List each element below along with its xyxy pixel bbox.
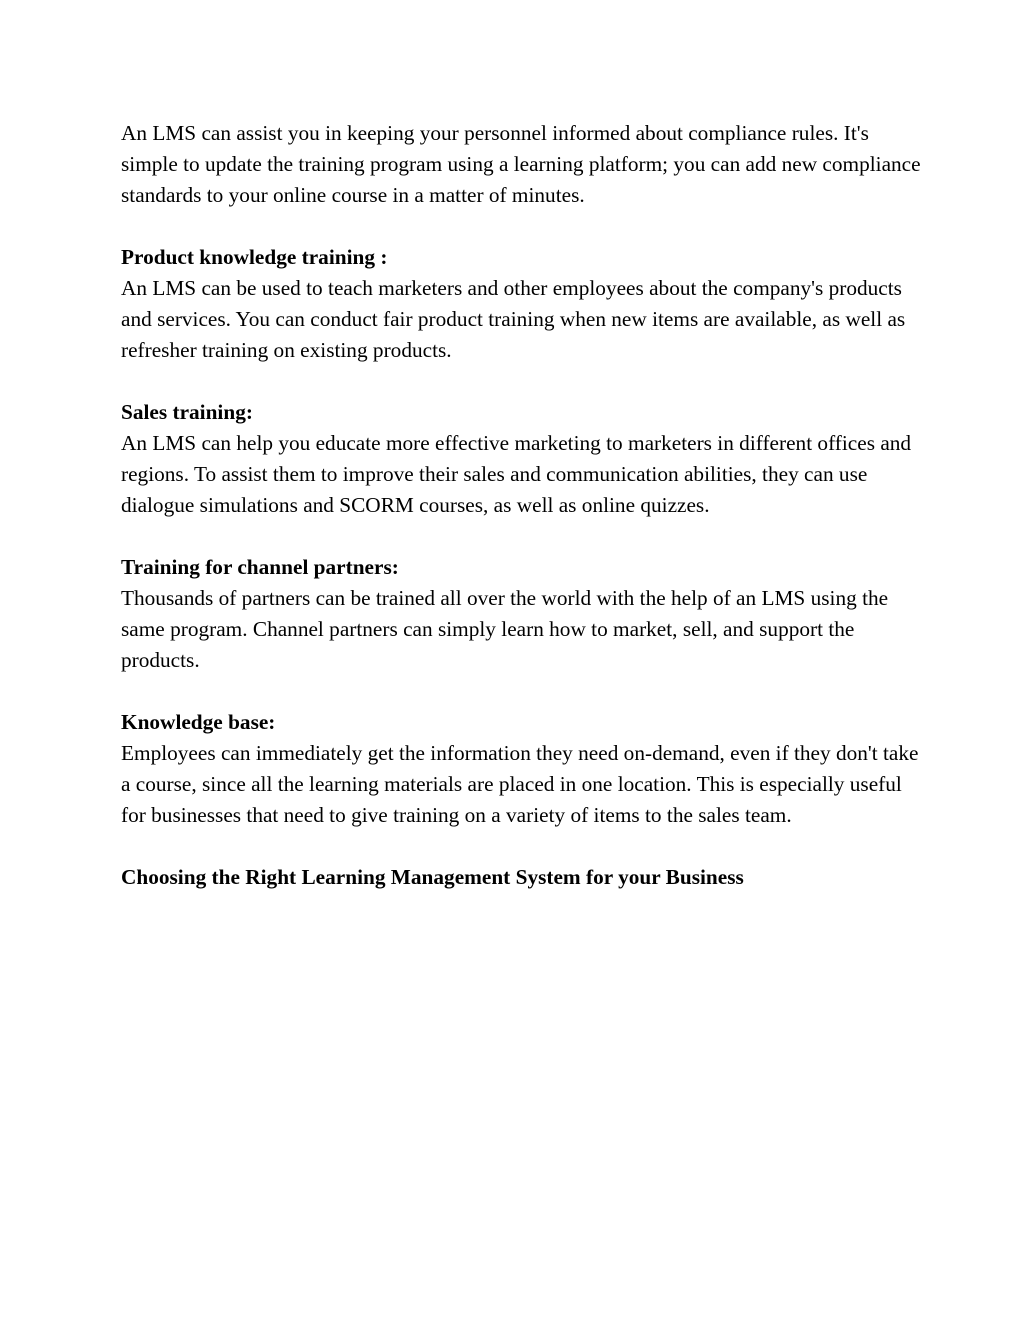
section-text: An LMS can help you educate more effective marketing to marketers in different offices and regions. To assist them to improve their sales and communication abilities, they can use dialogue simulations and SCORM courses, as well as online quizzes. xyxy=(121,431,912,517)
section-knowledge-base xyxy=(121,707,921,831)
document-body xyxy=(121,118,921,893)
final-heading: Choosing the Right Learning Management System for your Business xyxy=(121,865,744,889)
section-heading: Product knowledge training : xyxy=(121,245,388,269)
section-text: Thousands of partners can be trained all over the world with the help of an LMS using the same program. Channel partners can simply learn how to market, sell, and support the products. xyxy=(121,586,889,672)
intro-paragraph: An LMS can assist you in keeping your personnel informed about compliance rules. It's simple to update the training program using a learning platform; you can add new compliance standards to your online course in a matter of minutes. xyxy=(121,121,921,207)
section-channel-partners xyxy=(121,552,921,676)
section-heading: Knowledge base: xyxy=(121,710,276,734)
section-text: An LMS can be used to teach marketers and other employees about the company's products and services. You can conduct fair product training when new items are available, as well as refresher training on existing products. xyxy=(121,276,906,362)
section-product-knowledge xyxy=(121,242,921,366)
section-sales-training xyxy=(121,397,921,521)
section-heading: Training for channel partners: xyxy=(121,555,399,579)
section-text: Employees can immediately get the information they need on-demand, even if they don't take a course, since all the learning materials are placed in one location. This is especially useful for businesses that need to give training on a variety of items to the sales team. xyxy=(121,741,919,827)
section-heading: Sales training: xyxy=(121,400,253,424)
